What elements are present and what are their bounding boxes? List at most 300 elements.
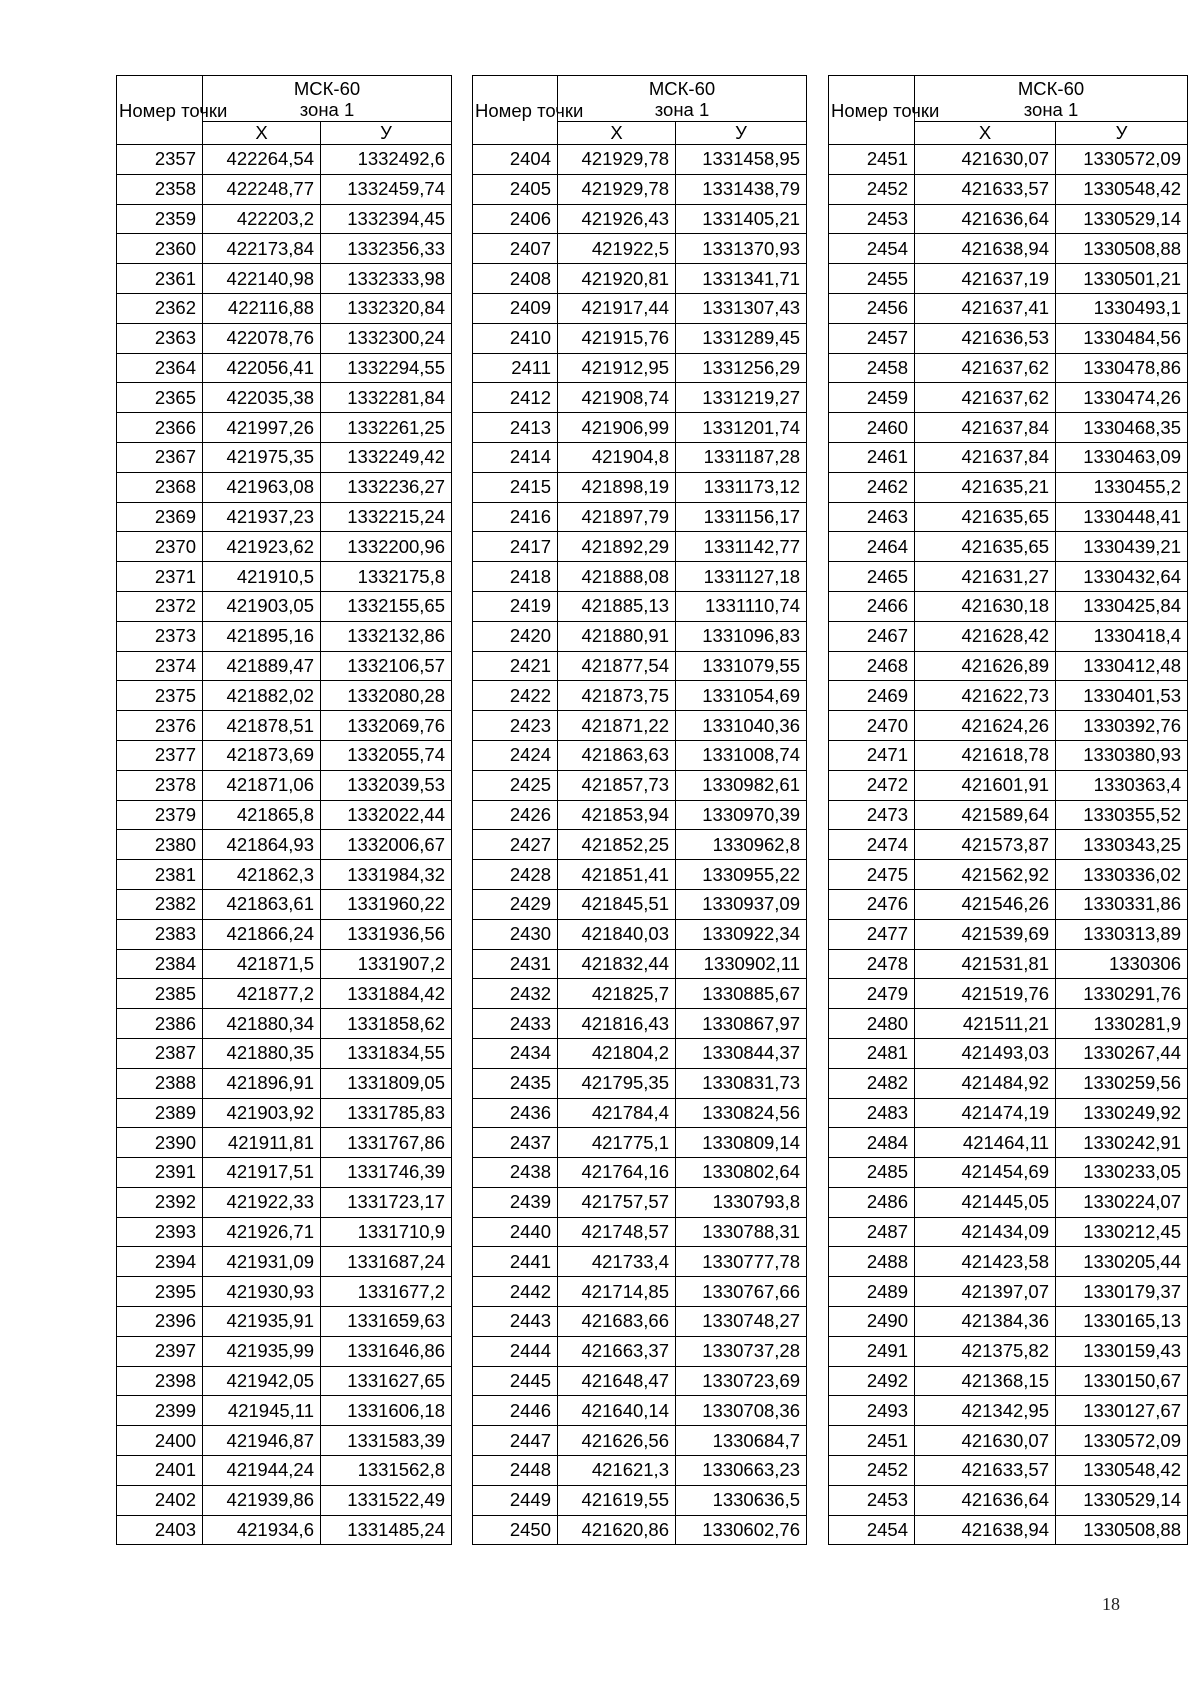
coordinate-zone: зона 1 [1023,98,1079,120]
x-coordinate-cell: 421804,2 [558,1038,676,1068]
coordinate-zone: зона 1 [654,98,710,120]
point-number-cell: 2466 [829,591,915,621]
point-number-cell: 2400 [117,1426,203,1456]
x-coordinate-cell: 421997,26 [203,413,321,443]
x-coordinate-cell: 421562,92 [915,860,1056,890]
point-number-cell: 2488 [829,1247,915,1277]
table-row [829,1456,1188,1486]
table-row [473,591,807,621]
table-row [829,1217,1188,1247]
point-number-cell: 2470 [829,711,915,741]
point-number-cell: 2472 [829,770,915,800]
table-row [829,234,1188,264]
y-coordinate-cell: 1331219,27 [676,383,807,413]
y-column-header: У [321,122,452,145]
point-number-cell: 2359 [117,204,203,234]
point-number-cell: 2444 [473,1336,558,1366]
point-number-cell: 2410 [473,323,558,353]
x-coordinate-cell: 421903,92 [203,1098,321,1128]
x-coordinate-cell: 421917,44 [558,293,676,323]
y-coordinate-cell: 1331627,65 [321,1366,452,1396]
table-row [829,353,1188,383]
point-number-cell: 2383 [117,919,203,949]
point-number-cell: 2474 [829,830,915,860]
point-number-cell: 2489 [829,1277,915,1307]
point-number-cell: 2429 [473,889,558,919]
x-coordinate-cell: 422140,98 [203,264,321,294]
y-coordinate-cell: 1330902,11 [676,949,807,979]
y-coordinate-cell: 1330955,22 [676,860,807,890]
point-number-cell: 2389 [117,1098,203,1128]
table-row [117,1128,452,1158]
x-coordinate-cell: 421626,89 [915,651,1056,681]
x-coordinate-cell: 421384,36 [915,1307,1056,1337]
table-row [117,1158,452,1188]
point-number-cell: 2449 [473,1485,558,1515]
x-coordinate-cell: 421619,55 [558,1485,676,1515]
table-row [829,1396,1188,1426]
x-coordinate-cell: 421923,62 [203,532,321,562]
point-number-header: Номер точки [473,76,558,145]
point-number-cell: 2487 [829,1217,915,1247]
x-coordinate-cell: 421917,51 [203,1158,321,1188]
y-coordinate-cell: 1331522,49 [321,1485,452,1515]
y-coordinate-cell: 1331156,17 [676,502,807,532]
point-number-cell: 2471 [829,740,915,770]
y-coordinate-cell: 1330331,86 [1056,889,1188,919]
y-coordinate-cell: 1330233,05 [1056,1158,1188,1188]
table-row [829,711,1188,741]
y-coordinate-cell: 1330508,88 [1056,1515,1188,1545]
x-coordinate-cell: 421882,02 [203,681,321,711]
point-number-cell: 2386 [117,1009,203,1039]
table-row [829,413,1188,443]
y-coordinate-cell: 1331960,22 [321,889,452,919]
y-coordinate-cell: 1330663,23 [676,1456,807,1486]
table-row [117,472,452,502]
table-row [473,264,807,294]
table-row [473,979,807,1009]
x-coordinate-cell: 421906,99 [558,413,676,443]
y-coordinate-cell: 1330165,13 [1056,1307,1188,1337]
x-coordinate-cell: 421873,75 [558,681,676,711]
table-row [829,1038,1188,1068]
point-number-cell: 2394 [117,1247,203,1277]
point-number-cell: 2463 [829,502,915,532]
x-coordinate-cell: 421637,84 [915,442,1056,472]
table-row [117,532,452,562]
table-row [829,472,1188,502]
table-body [117,76,452,1545]
point-number-cell: 2485 [829,1158,915,1188]
y-coordinate-cell: 1330418,4 [1056,621,1188,651]
point-number-cell: 2461 [829,442,915,472]
point-number-cell: 2403 [117,1515,203,1545]
y-coordinate-cell: 1331054,69 [676,681,807,711]
x-coordinate-cell: 421922,5 [558,234,676,264]
y-coordinate-cell: 1330809,14 [676,1128,807,1158]
y-coordinate-cell: 1331201,74 [676,413,807,443]
table-row [117,413,452,443]
y-coordinate-cell: 1330336,02 [1056,860,1188,890]
table-row [117,145,452,175]
y-coordinate-cell: 1330572,09 [1056,145,1188,175]
coordinate-system-name: МСК-60 [648,77,716,99]
y-coordinate-cell: 1331710,9 [321,1217,452,1247]
x-coordinate-cell: 421757,57 [558,1187,676,1217]
point-number-cell: 2365 [117,383,203,413]
y-coordinate-cell: 1332294,55 [321,353,452,383]
x-coordinate-cell: 421620,86 [558,1515,676,1545]
x-coordinate-cell: 421911,81 [203,1128,321,1158]
y-coordinate-cell: 1332215,24 [321,502,452,532]
point-number-cell: 2423 [473,711,558,741]
x-coordinate-cell: 421630,07 [915,145,1056,175]
point-number-cell: 2391 [117,1158,203,1188]
table-row [829,1366,1188,1396]
y-coordinate-cell: 1331040,36 [676,711,807,741]
x-coordinate-cell: 421626,56 [558,1426,676,1456]
x-coordinate-cell: 421464,11 [915,1128,1056,1158]
table-row [473,889,807,919]
y-coordinate-cell: 1331723,17 [321,1187,452,1217]
table-row [117,1336,452,1366]
header-row [117,76,452,122]
table-row [473,711,807,741]
point-number-cell: 2475 [829,860,915,890]
table-row [829,264,1188,294]
x-coordinate-cell: 421942,05 [203,1366,321,1396]
x-coordinate-cell: 421877,54 [558,651,676,681]
table-row [117,740,452,770]
x-coordinate-cell: 421628,42 [915,621,1056,651]
coordinate-system-header [558,76,807,122]
point-number-cell: 2426 [473,800,558,830]
table-row [117,1515,452,1545]
y-coordinate-cell: 1332333,98 [321,264,452,294]
y-coordinate-cell: 1330224,07 [1056,1187,1188,1217]
point-number-cell: 2369 [117,502,203,532]
y-coordinate-cell: 1331687,24 [321,1247,452,1277]
point-number-cell: 2384 [117,949,203,979]
y-coordinate-cell: 1332039,53 [321,770,452,800]
y-coordinate-cell: 1330205,44 [1056,1247,1188,1277]
coordinates-table-1 [116,75,452,1545]
point-number-cell: 2441 [473,1247,558,1277]
table-row [829,174,1188,204]
x-coordinate-cell: 421892,29 [558,532,676,562]
y-coordinate-cell: 1330777,78 [676,1247,807,1277]
y-coordinate-cell: 1332175,8 [321,562,452,592]
y-coordinate-cell: 1330493,1 [1056,293,1188,323]
x-coordinate-cell: 421866,24 [203,919,321,949]
y-coordinate-cell: 1332055,74 [321,740,452,770]
table-row [473,1277,807,1307]
point-number-cell: 2490 [829,1307,915,1337]
x-coordinate-cell: 421663,37 [558,1336,676,1366]
table-row [473,1158,807,1188]
point-number-cell: 2378 [117,770,203,800]
header-row [829,76,1188,122]
x-coordinate-cell: 421929,78 [558,174,676,204]
table-row [473,1038,807,1068]
y-coordinate-cell: 1331677,2 [321,1277,452,1307]
y-coordinate-cell: 1330684,7 [676,1426,807,1456]
y-coordinate-cell: 1332320,84 [321,293,452,323]
x-coordinate-cell: 421853,94 [558,800,676,830]
y-coordinate-cell: 1331438,79 [676,174,807,204]
x-coordinate-cell: 421511,21 [915,1009,1056,1039]
y-coordinate-cell: 1331858,62 [321,1009,452,1039]
y-coordinate-cell: 1330439,21 [1056,532,1188,562]
x-coordinate-cell: 421748,57 [558,1217,676,1247]
point-number-cell: 2361 [117,264,203,294]
x-coordinate-cell: 421638,94 [915,234,1056,264]
point-number-cell: 2492 [829,1366,915,1396]
point-number-cell: 2439 [473,1187,558,1217]
table-row [829,1009,1188,1039]
point-number-cell: 2433 [473,1009,558,1039]
y-coordinate-cell: 1331562,8 [321,1456,452,1486]
table-row [829,1247,1188,1277]
x-coordinate-cell: 421937,23 [203,502,321,532]
y-coordinate-cell: 1331936,56 [321,919,452,949]
point-number-cell: 2450 [473,1515,558,1545]
point-number-cell: 2435 [473,1068,558,1098]
y-coordinate-cell: 1330831,73 [676,1068,807,1098]
x-coordinate-cell: 421910,5 [203,562,321,592]
point-number-cell: 2405 [473,174,558,204]
y-coordinate-cell: 1330572,09 [1056,1426,1188,1456]
x-coordinate-cell: 421922,33 [203,1187,321,1217]
x-coordinate-cell: 421531,81 [915,949,1056,979]
y-coordinate-cell: 1330432,64 [1056,562,1188,592]
x-coordinate-cell: 421636,64 [915,1485,1056,1515]
x-coordinate-cell: 421635,65 [915,502,1056,532]
point-number-cell: 2363 [117,323,203,353]
point-number-cell: 2399 [117,1396,203,1426]
x-coordinate-cell: 421637,84 [915,413,1056,443]
y-coordinate-cell: 1331173,12 [676,472,807,502]
table-row [829,1485,1188,1515]
point-number-cell: 2371 [117,562,203,592]
y-coordinate-cell: 1332006,67 [321,830,452,860]
table-row [473,919,807,949]
table-row [473,1217,807,1247]
x-coordinate-cell: 421630,18 [915,591,1056,621]
point-number-cell: 2373 [117,621,203,651]
x-coordinate-cell: 421896,91 [203,1068,321,1098]
x-coordinate-cell: 421939,86 [203,1485,321,1515]
y-coordinate-cell: 1330802,64 [676,1158,807,1188]
y-coordinate-cell: 1330425,84 [1056,591,1188,621]
y-coordinate-cell: 1330313,89 [1056,919,1188,949]
table-row [473,1456,807,1486]
point-number-cell: 2367 [117,442,203,472]
y-coordinate-cell: 1330380,93 [1056,740,1188,770]
x-coordinate-cell: 422203,2 [203,204,321,234]
table-row [473,1098,807,1128]
point-number-cell: 2387 [117,1038,203,1068]
coordinates-table-2 [472,75,807,1545]
point-number-cell: 2376 [117,711,203,741]
point-number-header: Номер точки [829,76,915,145]
table-row [473,681,807,711]
point-number-cell: 2447 [473,1426,558,1456]
x-coordinate-cell: 421878,51 [203,711,321,741]
point-number-cell: 2406 [473,204,558,234]
y-coordinate-cell: 1330478,86 [1056,353,1188,383]
y-coordinate-cell: 1330788,31 [676,1217,807,1247]
table-row [829,860,1188,890]
y-coordinate-cell: 1330468,35 [1056,413,1188,443]
point-number-cell: 2482 [829,1068,915,1098]
y-coordinate-cell: 1330159,43 [1056,1336,1188,1366]
point-number-cell: 2460 [829,413,915,443]
table-row [117,1366,452,1396]
y-coordinate-cell: 1330548,42 [1056,1456,1188,1486]
point-number-cell: 2486 [829,1187,915,1217]
x-coordinate-cell: 421434,09 [915,1217,1056,1247]
x-coordinate-cell: 421889,47 [203,651,321,681]
point-number-cell: 2484 [829,1128,915,1158]
x-coordinate-cell: 421832,44 [558,949,676,979]
y-coordinate-cell: 1330982,61 [676,770,807,800]
table-row [117,383,452,413]
point-number-cell: 2388 [117,1068,203,1098]
point-number-cell: 2476 [829,889,915,919]
x-coordinate-cell: 421871,5 [203,949,321,979]
y-coordinate-cell: 1330127,67 [1056,1396,1188,1426]
x-coordinate-cell: 421368,15 [915,1366,1056,1396]
table-row [829,681,1188,711]
point-number-cell: 2440 [473,1217,558,1247]
x-coordinate-cell: 421714,85 [558,1277,676,1307]
table-row [117,353,452,383]
point-number-cell: 2483 [829,1098,915,1128]
table-row [473,1068,807,1098]
x-column-header: Х [915,122,1056,145]
point-number-cell: 2370 [117,532,203,562]
table-row [117,889,452,919]
table-row [473,234,807,264]
y-coordinate-cell: 1330844,37 [676,1038,807,1068]
table-row [117,1217,452,1247]
point-number-cell: 2448 [473,1456,558,1486]
y-coordinate-cell: 1330455,2 [1056,472,1188,502]
y-coordinate-cell: 1332261,25 [321,413,452,443]
x-coordinate-cell: 421904,8 [558,442,676,472]
point-number-cell: 2445 [473,1366,558,1396]
table-row [473,174,807,204]
y-coordinate-cell: 1330179,37 [1056,1277,1188,1307]
y-coordinate-cell: 1330392,76 [1056,711,1188,741]
table-row [473,651,807,681]
x-coordinate-cell: 421573,87 [915,830,1056,860]
point-number-cell: 2430 [473,919,558,949]
y-column-header: У [1056,122,1188,145]
x-coordinate-cell: 421764,16 [558,1158,676,1188]
y-coordinate-cell: 1330529,14 [1056,1485,1188,1515]
x-coordinate-cell: 421865,8 [203,800,321,830]
table-row [829,145,1188,175]
y-coordinate-cell: 1331884,42 [321,979,452,1009]
point-number-cell: 2417 [473,532,558,562]
table-row [473,383,807,413]
x-coordinate-cell: 421342,95 [915,1396,1056,1426]
x-coordinate-cell: 421493,03 [915,1038,1056,1068]
y-coordinate-cell: 1331307,43 [676,293,807,323]
x-column-header: Х [203,122,321,145]
y-coordinate-cell: 1331142,77 [676,532,807,562]
x-coordinate-cell: 421912,95 [558,353,676,383]
table-row [117,1307,452,1337]
table-row [829,1336,1188,1366]
table-row [829,293,1188,323]
point-number-cell: 2390 [117,1128,203,1158]
y-coordinate-cell: 1330412,48 [1056,651,1188,681]
y-coordinate-cell: 1332132,86 [321,621,452,651]
y-coordinate-cell: 1330150,67 [1056,1366,1188,1396]
table-row [117,1396,452,1426]
x-coordinate-cell: 421637,62 [915,383,1056,413]
table-row [829,979,1188,1009]
point-number-cell: 2382 [117,889,203,919]
table-row [829,383,1188,413]
y-coordinate-cell: 1330922,34 [676,919,807,949]
point-number-cell: 2368 [117,472,203,502]
y-coordinate-cell: 1332356,33 [321,234,452,264]
y-coordinate-cell: 1331659,63 [321,1307,452,1337]
x-coordinate-cell: 421864,93 [203,830,321,860]
table-row [117,323,452,353]
x-coordinate-cell: 421915,76 [558,323,676,353]
point-number-cell: 2427 [473,830,558,860]
y-coordinate-cell: 1330885,67 [676,979,807,1009]
x-coordinate-cell: 421945,11 [203,1396,321,1426]
y-coordinate-cell: 1330548,42 [1056,174,1188,204]
x-coordinate-cell: 421903,05 [203,591,321,621]
y-coordinate-cell: 1330824,56 [676,1098,807,1128]
x-coordinate-cell: 421633,57 [915,174,1056,204]
point-number-cell: 2453 [829,1485,915,1515]
table-row [829,1128,1188,1158]
page-number: 18 [1102,1594,1120,1614]
table-row [473,1426,807,1456]
point-number-cell: 2446 [473,1396,558,1426]
x-coordinate-cell: 422173,84 [203,234,321,264]
coordinates-table-3 [828,75,1188,1545]
x-coordinate-cell: 421484,92 [915,1068,1056,1098]
table-row [829,323,1188,353]
point-number-cell: 2421 [473,651,558,681]
table-row [829,204,1188,234]
point-number-cell: 2480 [829,1009,915,1039]
point-number-cell: 2462 [829,472,915,502]
table-row [117,681,452,711]
point-number-cell: 2479 [829,979,915,1009]
x-coordinate-cell: 421630,07 [915,1426,1056,1456]
y-coordinate-cell: 1332069,76 [321,711,452,741]
table-body [829,76,1188,1545]
table-row [829,532,1188,562]
point-number-cell: 2407 [473,234,558,264]
x-coordinate-cell: 421397,07 [915,1277,1056,1307]
table-row [473,353,807,383]
point-number-cell: 2452 [829,174,915,204]
y-coordinate-cell: 1332300,24 [321,323,452,353]
table-row [473,1336,807,1366]
